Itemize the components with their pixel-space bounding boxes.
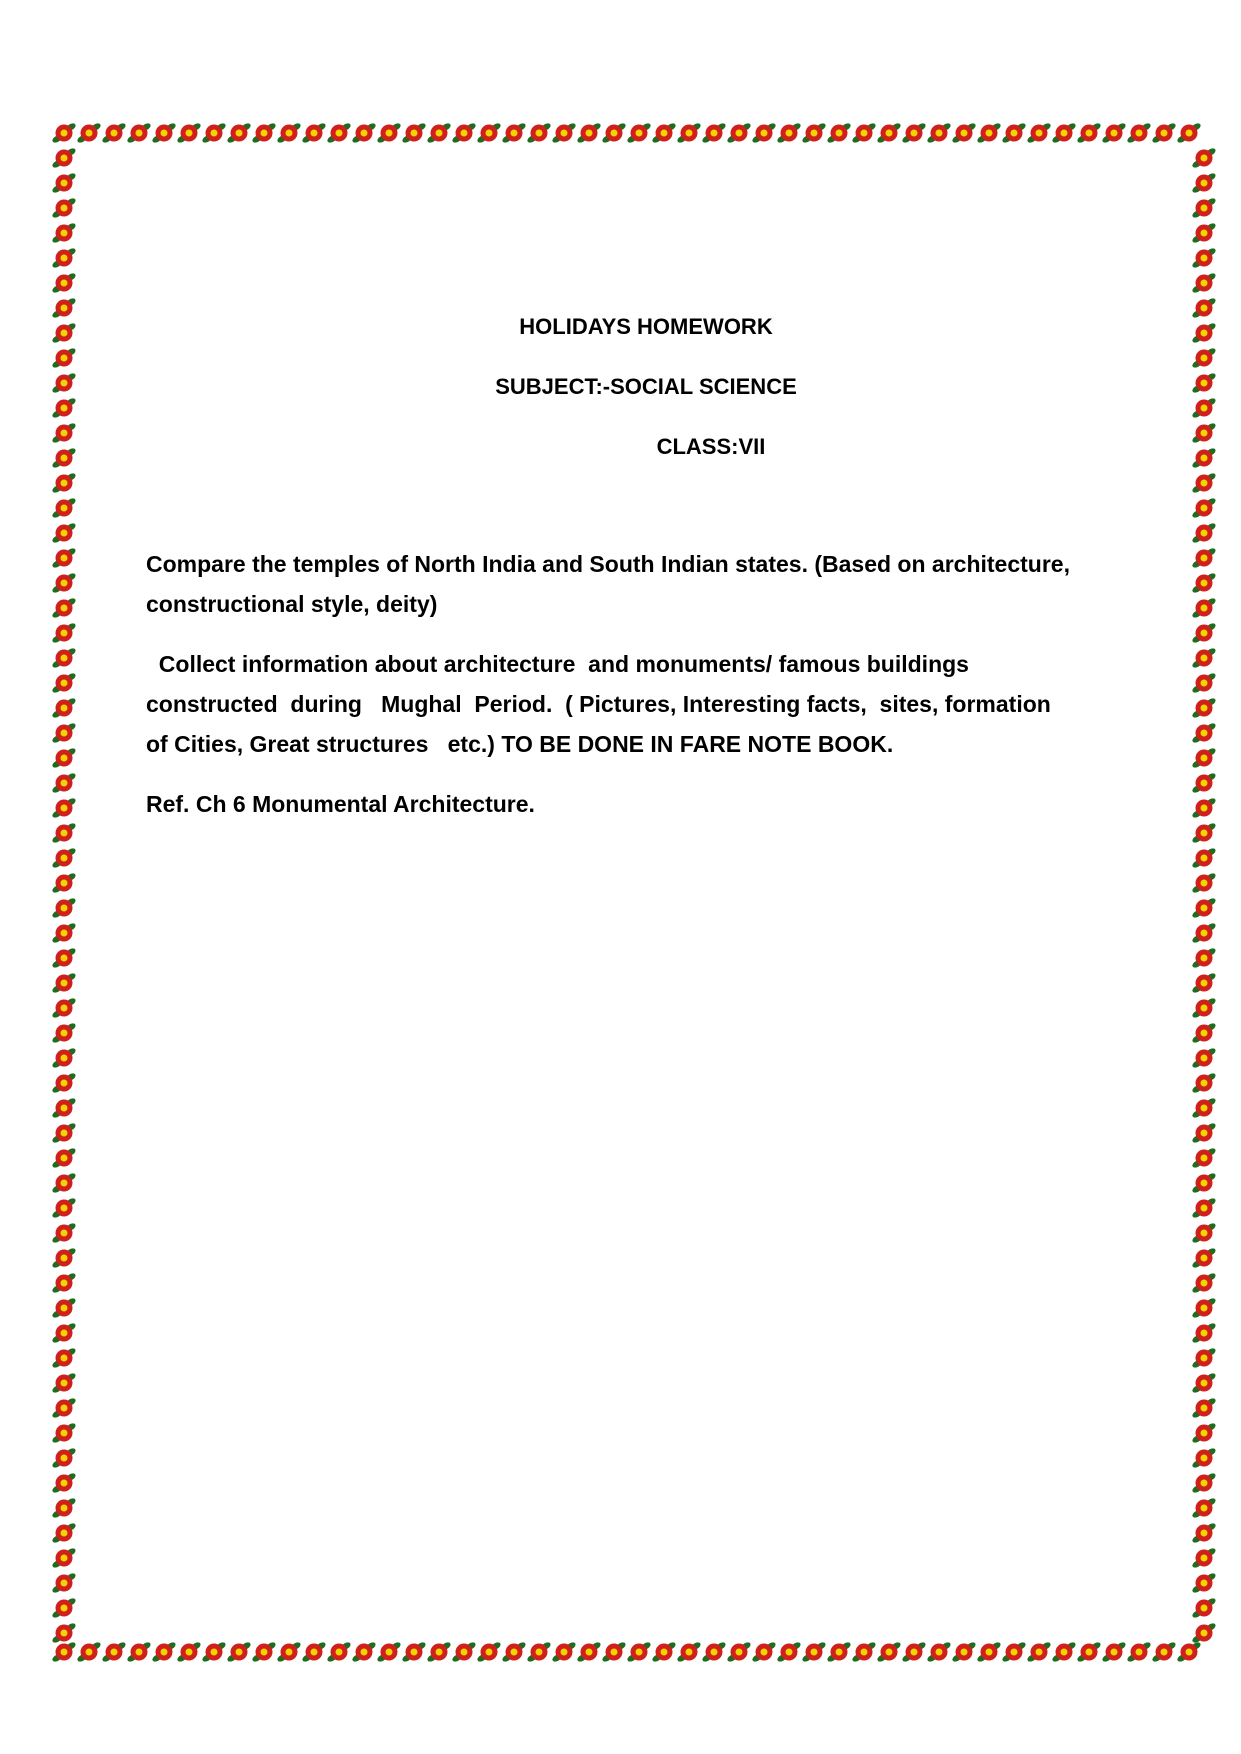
red-flower-icon	[751, 122, 777, 144]
red-flower-icon	[1191, 872, 1217, 894]
red-flower-icon	[351, 1641, 377, 1663]
red-flower-icon	[751, 1641, 777, 1663]
red-flower-icon	[526, 122, 552, 144]
red-flower-icon	[51, 247, 77, 269]
red-flower-icon	[51, 1622, 77, 1644]
red-flower-icon	[1191, 1072, 1217, 1094]
red-flower-icon	[1191, 897, 1217, 919]
red-flower-icon	[1191, 797, 1217, 819]
red-flower-icon	[426, 1641, 452, 1663]
red-flower-icon	[76, 1641, 102, 1663]
red-flower-icon	[51, 622, 77, 644]
red-flower-icon	[1191, 647, 1217, 669]
red-flower-icon	[1191, 1422, 1217, 1444]
red-flower-icon	[1191, 597, 1217, 619]
red-flower-icon	[1026, 1641, 1052, 1663]
red-flower-icon	[926, 1641, 952, 1663]
red-flower-icon	[51, 997, 77, 1019]
subject-line: SUBJECT:-SOCIAL SCIENCE	[495, 374, 797, 399]
class-line: CLASS:VII	[656, 434, 766, 459]
red-flower-icon	[1191, 1022, 1217, 1044]
red-flower-icon	[1191, 472, 1217, 494]
red-flower-icon	[1191, 247, 1217, 269]
red-flower-icon	[51, 572, 77, 594]
red-flower-icon	[651, 1641, 677, 1663]
red-flower-icon	[51, 847, 77, 869]
red-flower-icon	[1001, 1641, 1027, 1663]
red-flower-icon	[251, 1641, 277, 1663]
red-flower-icon	[951, 1641, 977, 1663]
red-flower-icon	[51, 347, 77, 369]
red-flower-icon	[876, 122, 902, 144]
red-flower-icon	[1191, 172, 1217, 194]
red-flower-icon	[1191, 1347, 1217, 1369]
red-flower-icon	[201, 122, 227, 144]
red-flower-icon	[1126, 122, 1152, 144]
red-flower-icon	[51, 397, 77, 419]
red-flower-icon	[501, 1641, 527, 1663]
red-flower-icon	[51, 1197, 77, 1219]
red-flower-icon	[326, 122, 352, 144]
red-flower-icon	[51, 1347, 77, 1369]
red-flower-icon	[51, 822, 77, 844]
red-flower-icon	[51, 747, 77, 769]
red-flower-icon	[976, 122, 1002, 144]
red-flower-icon	[601, 1641, 627, 1663]
red-flower-icon	[51, 1147, 77, 1169]
red-flower-icon	[51, 1497, 77, 1519]
red-flower-icon	[226, 1641, 252, 1663]
red-flower-icon	[101, 1641, 127, 1663]
red-flower-icon	[51, 947, 77, 969]
red-flower-icon	[926, 122, 952, 144]
red-flower-icon	[626, 122, 652, 144]
red-flower-icon	[151, 1641, 177, 1663]
red-flower-icon	[1191, 997, 1217, 1019]
red-flower-icon	[1191, 1447, 1217, 1469]
red-flower-icon	[51, 1547, 77, 1569]
red-flower-icon	[1076, 1641, 1102, 1663]
red-flower-icon	[51, 1072, 77, 1094]
red-flower-icon	[226, 122, 252, 144]
red-flower-icon	[51, 697, 77, 719]
red-flower-icon	[51, 147, 77, 169]
red-flower-icon	[176, 1641, 202, 1663]
red-flower-icon	[51, 722, 77, 744]
red-flower-icon	[51, 447, 77, 469]
red-flower-icon	[51, 497, 77, 519]
red-flower-icon	[1051, 1641, 1077, 1663]
red-flower-icon	[51, 672, 77, 694]
red-flower-icon	[51, 647, 77, 669]
red-flower-icon	[1176, 122, 1202, 144]
red-flower-icon	[1176, 1641, 1202, 1663]
red-flower-icon	[1191, 547, 1217, 569]
red-flower-icon	[676, 122, 702, 144]
red-flower-icon	[276, 1641, 302, 1663]
red-flower-icon	[701, 122, 727, 144]
red-flower-icon	[726, 1641, 752, 1663]
red-flower-icon	[51, 1372, 77, 1394]
red-flower-icon	[1191, 847, 1217, 869]
red-flower-icon	[1191, 1622, 1217, 1644]
red-flower-icon	[726, 122, 752, 144]
red-flower-icon	[1191, 1222, 1217, 1244]
red-flower-icon	[1191, 1097, 1217, 1119]
red-flower-icon	[951, 122, 977, 144]
red-flower-icon	[1191, 1172, 1217, 1194]
red-flower-icon	[251, 122, 277, 144]
red-flower-icon	[51, 1122, 77, 1144]
red-flower-icon	[476, 122, 502, 144]
red-flower-icon	[1126, 1641, 1152, 1663]
red-flower-icon	[51, 1422, 77, 1444]
red-flower-icon	[51, 1397, 77, 1419]
red-flower-icon	[1191, 1197, 1217, 1219]
red-flower-icon	[1191, 972, 1217, 994]
red-flower-icon	[1151, 1641, 1177, 1663]
red-flower-icon	[426, 122, 452, 144]
red-flower-icon	[101, 122, 127, 144]
red-flower-icon	[51, 872, 77, 894]
reference-line: Ref. Ch 6 Monumental Architecture.	[146, 791, 535, 817]
red-flower-icon	[1076, 122, 1102, 144]
red-flower-icon	[51, 1172, 77, 1194]
red-flower-icon	[376, 1641, 402, 1663]
red-flower-icon	[1191, 497, 1217, 519]
red-flower-icon	[51, 897, 77, 919]
red-flower-icon	[601, 122, 627, 144]
red-flower-icon	[201, 1641, 227, 1663]
red-flower-icon	[1191, 947, 1217, 969]
red-flower-icon	[1191, 322, 1217, 344]
red-flower-icon	[1191, 747, 1217, 769]
red-flower-icon	[676, 1641, 702, 1663]
red-flower-icon	[51, 1272, 77, 1294]
red-flower-icon	[1001, 122, 1027, 144]
red-flower-icon	[51, 1222, 77, 1244]
red-flower-icon	[1191, 1122, 1217, 1144]
red-flower-icon	[51, 772, 77, 794]
red-flower-icon	[776, 1641, 802, 1663]
red-flower-icon	[51, 1597, 77, 1619]
red-flower-icon	[1191, 1597, 1217, 1619]
red-flower-icon	[801, 122, 827, 144]
document-title: HOLIDAYS HOMEWORK	[519, 314, 773, 339]
red-flower-icon	[51, 922, 77, 944]
red-flower-icon	[51, 597, 77, 619]
red-flower-icon	[1191, 572, 1217, 594]
red-flower-icon	[476, 1641, 502, 1663]
red-flower-icon	[1191, 697, 1217, 719]
red-flower-icon	[576, 122, 602, 144]
red-flower-icon	[51, 797, 77, 819]
red-flower-icon	[51, 222, 77, 244]
red-flower-icon	[1191, 397, 1217, 419]
red-flower-icon	[1191, 272, 1217, 294]
red-flower-icon	[826, 122, 852, 144]
red-flower-icon	[1191, 1147, 1217, 1169]
red-flower-icon	[1191, 1047, 1217, 1069]
red-flower-icon	[776, 122, 802, 144]
red-flower-icon	[51, 1447, 77, 1469]
red-flower-icon	[401, 1641, 427, 1663]
red-flower-icon	[151, 122, 177, 144]
red-flower-icon	[826, 1641, 852, 1663]
red-flower-icon	[301, 122, 327, 144]
red-flower-icon	[1151, 122, 1177, 144]
red-flower-icon	[1191, 1297, 1217, 1319]
red-flower-icon	[1191, 347, 1217, 369]
red-flower-icon	[51, 1322, 77, 1344]
red-flower-icon	[626, 1641, 652, 1663]
red-flower-icon	[1191, 672, 1217, 694]
red-flower-icon	[1101, 122, 1127, 144]
assignment-paragraph-1: Compare the temples of North India and South Indian states. (Based on architecture, constructional style, deity)	[146, 551, 1077, 617]
red-flower-icon	[1191, 1272, 1217, 1294]
red-flower-icon	[1191, 1397, 1217, 1419]
red-flower-icon	[126, 1641, 152, 1663]
red-flower-icon	[1191, 372, 1217, 394]
red-flower-icon	[1191, 622, 1217, 644]
assignment-paragraph-2: Collect information about architecture and monuments/ famous buildings constructed during Mughal Period. ( Pictures, Interesting facts, sites, formation of Cities, Great structures etc.) TO BE DONE IN FARE NOTE BOOK.	[146, 651, 1058, 757]
red-flower-icon	[51, 547, 77, 569]
red-flower-icon	[1191, 722, 1217, 744]
red-flower-icon	[1191, 1547, 1217, 1569]
red-flower-icon	[1191, 522, 1217, 544]
red-flower-icon	[1191, 1247, 1217, 1269]
red-flower-icon	[51, 1472, 77, 1494]
red-flower-icon	[51, 172, 77, 194]
red-flower-icon	[1191, 1522, 1217, 1544]
red-flower-icon	[326, 1641, 352, 1663]
red-flower-icon	[51, 1572, 77, 1594]
red-flower-icon	[376, 122, 402, 144]
red-flower-icon	[51, 1522, 77, 1544]
red-flower-icon	[976, 1641, 1002, 1663]
red-flower-icon	[1191, 1572, 1217, 1594]
red-flower-icon	[51, 522, 77, 544]
red-flower-icon	[1191, 197, 1217, 219]
red-flower-icon	[1191, 1322, 1217, 1344]
red-flower-icon	[651, 122, 677, 144]
red-flower-icon	[51, 372, 77, 394]
red-flower-icon	[51, 322, 77, 344]
red-flower-icon	[76, 122, 102, 144]
red-flower-icon	[526, 1641, 552, 1663]
red-flower-icon	[1191, 222, 1217, 244]
red-flower-icon	[126, 122, 152, 144]
red-flower-icon	[801, 1641, 827, 1663]
red-flower-icon	[576, 1641, 602, 1663]
red-flower-icon	[701, 1641, 727, 1663]
red-flower-icon	[1026, 122, 1052, 144]
red-flower-icon	[351, 122, 377, 144]
red-flower-icon	[51, 1297, 77, 1319]
red-flower-icon	[1191, 922, 1217, 944]
red-flower-icon	[1191, 1372, 1217, 1394]
red-flower-icon	[51, 422, 77, 444]
red-flower-icon	[451, 1641, 477, 1663]
red-flower-icon	[551, 122, 577, 144]
red-flower-icon	[1191, 772, 1217, 794]
red-flower-icon	[851, 1641, 877, 1663]
red-flower-icon	[901, 122, 927, 144]
red-flower-icon	[276, 122, 302, 144]
red-flower-icon	[51, 1022, 77, 1044]
red-flower-icon	[51, 1047, 77, 1069]
red-flower-icon	[1101, 1641, 1127, 1663]
red-flower-icon	[501, 122, 527, 144]
red-flower-icon	[1191, 1497, 1217, 1519]
red-flower-icon	[51, 1247, 77, 1269]
red-flower-icon	[51, 297, 77, 319]
red-flower-icon	[1191, 147, 1217, 169]
red-flower-icon	[901, 1641, 927, 1663]
red-flower-icon	[876, 1641, 902, 1663]
red-flower-icon	[51, 272, 77, 294]
red-flower-icon	[51, 472, 77, 494]
red-flower-icon	[51, 972, 77, 994]
red-flower-icon	[51, 122, 77, 144]
red-flower-icon	[1191, 822, 1217, 844]
red-flower-icon	[551, 1641, 577, 1663]
red-flower-icon	[51, 1097, 77, 1119]
red-flower-icon	[301, 1641, 327, 1663]
red-flower-icon	[51, 1641, 77, 1663]
red-flower-icon	[851, 122, 877, 144]
red-flower-icon	[51, 197, 77, 219]
red-flower-icon	[1191, 1472, 1217, 1494]
red-flower-icon	[1191, 297, 1217, 319]
red-flower-icon	[1051, 122, 1077, 144]
red-flower-icon	[176, 122, 202, 144]
red-flower-icon	[401, 122, 427, 144]
red-flower-icon	[451, 122, 477, 144]
